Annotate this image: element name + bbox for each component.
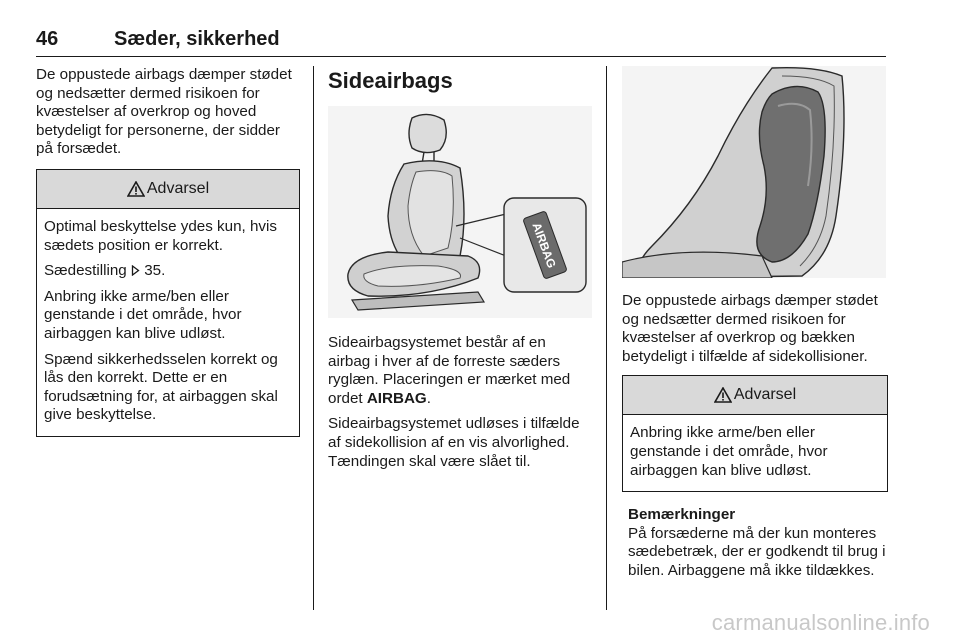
- side-airbag-paragraph-1: [328, 334, 592, 408]
- seat-airbag-illustration: [328, 106, 592, 318]
- deployed-airbag-paragraph: De oppustede airbags dæmper stødet og nedsætter dermed risikoen for kvæstelser af overkrop og bækken betydeligt i tilfælde af sidekollisioner.: [622, 292, 878, 365]
- column-3: [622, 66, 888, 581]
- warning-header: [37, 170, 299, 209]
- warning-2-text-1: Anbring ikke arme/ben eller genstande i det område, hvor airbaggen kan blive udløst.: [630, 424, 828, 479]
- column-divider-1: [313, 66, 314, 610]
- page-number: 46: [36, 28, 59, 50]
- column-2: [328, 66, 592, 478]
- seat-position-text: Sædestilling: [44, 262, 127, 280]
- warning-box-2: [622, 375, 888, 492]
- warning-title: Advarsel: [146, 179, 210, 197]
- warning-box: [36, 169, 300, 437]
- warning-text-3: Anbring ikke arme/ben eller genstande i det område, hvor airbaggen kan blive udløst.: [44, 287, 242, 342]
- warning-body-2: [623, 415, 887, 491]
- warning-text-1: Optimal beskyttelse ydes kun, hvis sædets position er korrekt.: [44, 217, 277, 254]
- warning-triangle-icon: [127, 181, 145, 197]
- column-1: [36, 66, 300, 437]
- warning-title-2: Advarsel: [733, 386, 797, 404]
- page-reference-icon: [131, 265, 140, 276]
- page-reference[interactable]: 35.: [144, 262, 166, 280]
- section-title: Sideairbags: [328, 68, 453, 93]
- chapter-title: Sæder, sikkerhed: [114, 28, 280, 50]
- airbag-word: AIRBAG: [366, 389, 427, 407]
- p1-text-before: Sideairbagsystemet består af en airbag i hver af de forreste sæders ryglæn. Placeringen er mærket med ordet: [328, 334, 571, 407]
- column-divider-2: [606, 66, 607, 610]
- warning-text-4: Spænd sikkerhedsselen korrekt og lås den korrekt. Dette er en forudsætning for, at airbaggen skal give beskyttelse.: [44, 350, 278, 424]
- notes-title: Bemærkninger: [628, 506, 736, 524]
- notes-text: På forsæderne må der kun monteres sædebetræk, der er godkendt til brug i bilen. Airbaggene må ikke tildækkes.: [628, 524, 886, 579]
- warning-text-2: [44, 262, 292, 281]
- warning-body: [37, 209, 299, 436]
- notes: [628, 506, 888, 580]
- intro-paragraph: De oppustede airbags dæmper stødet og nedsætter dermed risikoen for kvæstelser af overkrop og hoved betydeligt for personerne, der sidder på forsædet.: [36, 66, 292, 158]
- page-header: [36, 28, 886, 57]
- side-airbag-paragraph-2: Sideairbagsystemet udløses i tilfælde af sidekollision af en vis alvorlighed. Tændingen skal være slået til.: [328, 415, 580, 470]
- p1-text-after: .: [426, 389, 431, 407]
- deployed-airbag-illustration: [622, 66, 886, 278]
- warning-triangle-icon: [714, 387, 732, 403]
- airbag-label: AIRBAG: [529, 220, 559, 270]
- watermark: carmanualsonline.info: [711, 610, 930, 635]
- warning-header-2: [623, 376, 887, 415]
